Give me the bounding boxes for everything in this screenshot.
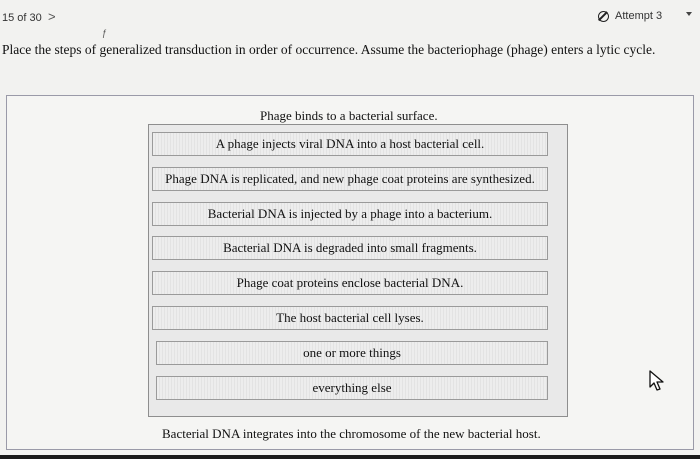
step-item[interactable]: Phage DNA is replicated, and new phage coat proteins are synthesized. [152, 167, 548, 191]
fixed-last-step: Bacterial DNA integrates into the chromosome of the new bacterial host. [162, 426, 541, 441]
step-item[interactable]: one or more things [156, 341, 548, 365]
step-item[interactable]: The host bacterial cell lyses. [152, 306, 548, 330]
question-progress: 15 of 30 [2, 12, 42, 24]
step-item[interactable]: A phage injects viral DNA into a host bacterial cell. [152, 132, 548, 156]
next-question-button[interactable]: > [48, 9, 56, 24]
fixed-first-step: Phage binds to a bacterial surface. [260, 108, 438, 123]
attempt-selector[interactable] [598, 6, 676, 26]
slashed-circle-icon [598, 11, 609, 22]
caret-down-icon[interactable] [686, 12, 692, 16]
step-item[interactable]: Bacterial DNA is degraded into small fragments. [152, 236, 548, 260]
step-item[interactable]: everything else [156, 376, 548, 400]
bottom-divider [0, 455, 700, 459]
step-item[interactable]: Phage coat proteins enclose bacterial DNA. [152, 271, 548, 295]
attempt-label: Attempt 3 [615, 10, 663, 22]
top-bar [0, 0, 700, 36]
step-item[interactable]: Bacterial DNA is injected by a phage into a bacterium. [152, 202, 548, 226]
mouse-pointer-icon [648, 370, 666, 392]
question-prompt: Place the steps of generalized transduction in order of occurrence. Assume the bacteriophage (phage) enters a lytic cycle. [2, 42, 656, 57]
text-cursor-mark: ƒ [102, 28, 108, 38]
